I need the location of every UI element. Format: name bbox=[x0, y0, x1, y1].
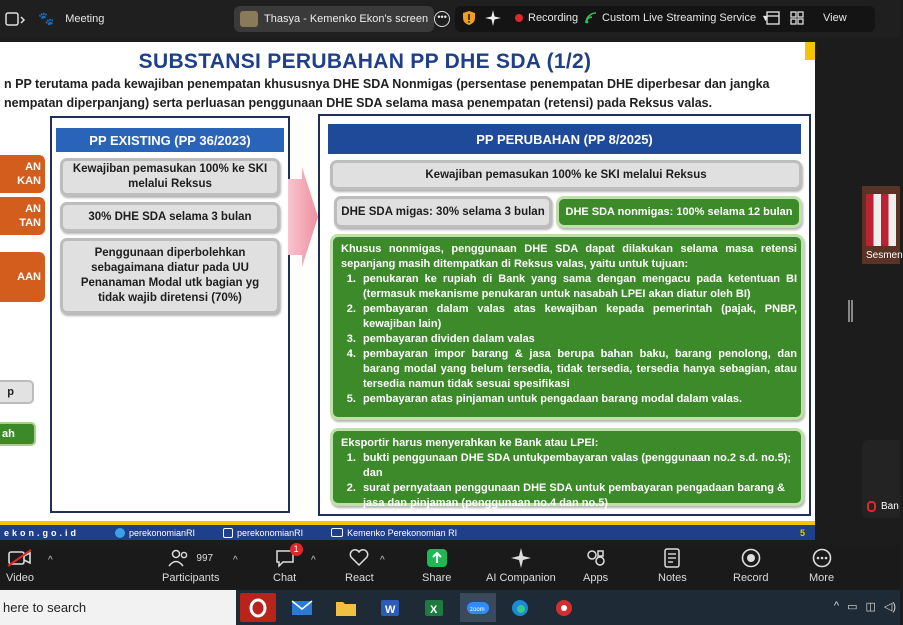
word-icon[interactable] bbox=[372, 593, 408, 622]
left-tab-1-line1: AN bbox=[25, 161, 41, 173]
eksportir-item-2: 2. surat pernyataan penggunaan DHE SDA untuk pembayaran pengadaan barang & jasa dan pinjaman (penggunaan no.4 dan no.5) bbox=[359, 481, 797, 511]
footer-url: ekon.go.id bbox=[4, 527, 79, 538]
left-green-tab bbox=[0, 422, 36, 446]
left-tab-3 bbox=[0, 252, 45, 302]
notes-icon bbox=[663, 548, 681, 568]
migas-box bbox=[334, 196, 552, 228]
shared-screen-title: Thasya - Kemenko Ekon's screen bbox=[264, 13, 429, 25]
mic-muted-icon bbox=[867, 501, 876, 512]
participants-icon bbox=[168, 549, 190, 567]
sparkle-icon[interactable] bbox=[485, 10, 501, 26]
search-placeholder: here to search bbox=[3, 600, 87, 615]
left-tab-1 bbox=[0, 155, 45, 193]
heart-icon bbox=[348, 549, 370, 567]
view-label: View bbox=[823, 12, 847, 24]
usage-intro: Khusus nonmigas, penggunaan DHE SDA dapat dilakukan selama masa retensi sepanjang masih ditempatkan di Reksus valas, yaitu untuk tujuan: bbox=[341, 243, 797, 270]
participant-tile-2[interactable] bbox=[862, 440, 900, 518]
eksportir-list bbox=[341, 451, 797, 511]
existing-header: PP EXISTING (PP 36/2023) bbox=[56, 128, 284, 152]
usage-list bbox=[341, 272, 797, 407]
recording-indicator[interactable] bbox=[515, 12, 578, 24]
file-explorer-icon[interactable] bbox=[328, 593, 364, 622]
footer-instagram-handle: perekonomianRI bbox=[237, 527, 304, 538]
svg-text:X: X bbox=[430, 603, 438, 616]
chat-badge: 1 bbox=[290, 543, 303, 556]
notes-label: Notes bbox=[658, 572, 687, 584]
stream-label: Custom Live Streaming Service bbox=[602, 12, 757, 24]
left-tab-2 bbox=[0, 197, 45, 235]
existing-box-2 bbox=[60, 202, 280, 232]
paw-icon: 🐾 bbox=[38, 11, 55, 26]
left-gray-tab bbox=[0, 380, 34, 404]
slide-accent-bar bbox=[805, 42, 815, 60]
apps-icon bbox=[585, 548, 607, 568]
svg-text:zoom: zoom bbox=[470, 606, 485, 613]
more-label: More bbox=[809, 572, 835, 584]
volume-icon[interactable]: ◁) bbox=[883, 601, 896, 613]
footer-youtube-name: Kemenko Perekonomian RI bbox=[347, 527, 458, 538]
recording-dot-icon bbox=[515, 14, 523, 22]
perubahan-panel bbox=[318, 114, 811, 516]
left-tab-2-line1: AN bbox=[25, 203, 41, 215]
existing-box-2-text: 30% DHE SDA selama 3 bulan bbox=[88, 210, 252, 223]
subtitle-line-2: nempatan diperpanjang) serta perluasan penggunaan DHE SDA selama masa penempatan (retensi) pada Reksus valas. bbox=[4, 96, 713, 110]
share-screen-icon bbox=[426, 548, 448, 568]
participant-2-name: Ban bbox=[881, 501, 899, 512]
perubahan-box-1-text: Kewajiban pemasukan 100% ke SKI melalui Reksus bbox=[425, 168, 707, 181]
youtube-icon bbox=[331, 528, 343, 537]
opera-icon[interactable] bbox=[240, 593, 276, 622]
excel-icon[interactable] bbox=[416, 593, 452, 622]
chevron-down-icon: ▼ bbox=[761, 13, 770, 23]
left-tab-1-line2: KAN bbox=[17, 175, 41, 187]
video-off-icon bbox=[7, 549, 33, 567]
network-icon[interactable]: ◫ bbox=[865, 601, 876, 613]
zoom-app-icon[interactable] bbox=[460, 593, 496, 622]
participants-count: 997 bbox=[196, 552, 214, 564]
windows-taskbar bbox=[0, 590, 900, 625]
ai-sparkle-icon bbox=[510, 548, 532, 568]
more-icon bbox=[812, 548, 832, 568]
migas-box-text: DHE SDA migas: 30% selama 3 bulan bbox=[341, 205, 545, 218]
ai-companion-button[interactable] bbox=[486, 547, 556, 584]
slide-footer bbox=[0, 521, 815, 540]
record-label: Record bbox=[733, 572, 769, 584]
existing-box-1 bbox=[60, 158, 280, 196]
left-gray-tab-label: p bbox=[7, 386, 14, 398]
react-chevron-icon[interactable]: ^ bbox=[380, 555, 385, 566]
participant-tile-1[interactable] bbox=[862, 186, 903, 264]
meeting-label: Meeting bbox=[65, 13, 105, 25]
footer-twitter bbox=[115, 528, 195, 538]
perubahan-header: PP PERUBAHAN (PP 8/2025) bbox=[328, 124, 801, 154]
participants-button[interactable] bbox=[162, 547, 219, 584]
usage-item-1: 1. penukaran ke rupiah di Bank yang sama dengan mengacu pada ketentuan BI (termasuk mekanisme penukaran untuk nasabah LPEI akan diatur oleh BI) bbox=[359, 272, 797, 302]
react-label: React bbox=[345, 572, 374, 584]
left-tab-2-line2: TAN bbox=[19, 217, 41, 229]
sharer-avatar bbox=[240, 11, 258, 27]
usage-item-4: 4. pembayaran impor barang & jasa berupa bahan baku, barang penolong, dan barang modal yang belum tersedia, tidak tersedia, tersedia hanya sebagian, atau tersedia namun tidak sesuai spesifikasi bbox=[359, 347, 797, 392]
notes-button[interactable] bbox=[658, 547, 687, 584]
subtitle-line-1: n PP terutama pada kewajiban penempatan khususnya DHE SDA Nonmigas (persentase penempatan DHE diperbesar dan jangka bbox=[4, 77, 770, 91]
eksportir-box bbox=[330, 428, 804, 509]
instagram-icon bbox=[223, 528, 233, 538]
meeting-toolbar bbox=[0, 545, 900, 589]
shield-icon[interactable] bbox=[463, 11, 475, 25]
participant-video bbox=[866, 194, 896, 246]
twitter-icon bbox=[115, 528, 125, 538]
view-button[interactable] bbox=[823, 12, 847, 24]
tray-chevron-up-icon[interactable]: ^ bbox=[833, 600, 840, 612]
usage-item-3: 3. pembayaran dividen dalam valas bbox=[359, 332, 797, 347]
left-green-tab-label: ah bbox=[2, 428, 15, 440]
existing-box-1-text: Kewajiban pemasukan 100% ke SKI melalui Reksus bbox=[72, 163, 268, 190]
more-options-icon[interactable]: ••• bbox=[434, 11, 450, 27]
participants-label: Participants bbox=[162, 572, 220, 584]
zoom-top-bar bbox=[0, 0, 900, 38]
system-tray bbox=[834, 600, 896, 613]
record-button[interactable] bbox=[733, 547, 768, 584]
existing-panel bbox=[50, 116, 290, 513]
participant-2-caption bbox=[867, 501, 899, 512]
existing-box-3-text: Penggunaan diperbolehkan sebagaimana diatur pada UU Penanaman Modal utk bagian yg tidak wajib diretensi (70%) bbox=[80, 247, 260, 304]
recording-label: Recording bbox=[528, 12, 579, 24]
mail-icon[interactable] bbox=[284, 593, 320, 622]
slide-subtitle bbox=[0, 75, 800, 113]
gallery-grid-icon[interactable] bbox=[790, 11, 804, 25]
perubahan-box-1 bbox=[330, 160, 802, 190]
participant-1-name: Sesmen bbox=[866, 250, 903, 261]
video-label: Video bbox=[6, 572, 34, 584]
usage-item-5: 5. pembayaran atas pinjaman untuk pengadaan barang modal dalam valas. bbox=[359, 392, 797, 407]
svg-text:W: W bbox=[385, 603, 396, 616]
app-icon[interactable] bbox=[546, 593, 582, 622]
battery-icon[interactable]: ▭ bbox=[847, 601, 858, 613]
participants-chevron-icon[interactable]: ^ bbox=[233, 555, 238, 566]
chat-chevron-icon[interactable]: ^ bbox=[311, 555, 316, 566]
page-number: 5 bbox=[799, 527, 805, 538]
slide-title: SUBSTANSI PERUBAHAN PP DHE SDA (1/2) bbox=[138, 50, 592, 73]
share-label: Share bbox=[422, 572, 452, 584]
window-menu-icon[interactable] bbox=[6, 12, 26, 26]
apps-button[interactable] bbox=[583, 547, 608, 584]
chat-button[interactable] bbox=[273, 544, 299, 584]
eksportir-item-1: 1. bukti penggunaan DHE SDA untukpembayaran valas (penggunaan no.2 s.d. no.5); dan bbox=[359, 451, 797, 481]
taskbar-search-input[interactable] bbox=[0, 590, 236, 625]
live-stream-menu[interactable] bbox=[585, 12, 770, 24]
footer-youtube bbox=[331, 528, 457, 538]
signal-icon bbox=[585, 12, 597, 24]
shared-screen-tab[interactable] bbox=[234, 6, 447, 32]
footer-instagram bbox=[223, 528, 303, 538]
record-icon bbox=[741, 548, 761, 568]
panel-resize-handle[interactable] bbox=[848, 300, 853, 322]
arrow-right-icon bbox=[288, 167, 318, 267]
video-chevron-icon[interactable]: ^ bbox=[48, 555, 53, 566]
nonmigas-box bbox=[556, 196, 802, 228]
react-button[interactable] bbox=[345, 547, 374, 584]
ai-companion-label: AI Companion bbox=[486, 572, 556, 584]
chat-label: Chat bbox=[273, 572, 297, 584]
video-button[interactable] bbox=[6, 547, 34, 584]
footer-twitter-handle: perekonomianRI bbox=[129, 527, 196, 538]
usage-item-2: 2. pembayaran dalam valas atas kewajiban kepada pemerintah (pajak, PNBP, kewajiban lain) bbox=[359, 302, 797, 332]
more-button[interactable] bbox=[809, 547, 834, 584]
usage-box bbox=[330, 234, 804, 420]
edge-icon[interactable] bbox=[502, 593, 538, 622]
shared-slide bbox=[0, 42, 815, 540]
meeting-menu[interactable] bbox=[38, 11, 104, 27]
eksportir-intro: Eksportir harus menyerahkan ke Bank atau LPEI: bbox=[341, 437, 599, 449]
nonmigas-box-text: DHE SDA nonmigas: 100% selama 12 bulan bbox=[565, 205, 793, 218]
left-tab-3-line1: AAN bbox=[17, 271, 41, 283]
share-button[interactable] bbox=[422, 547, 451, 584]
existing-box-3 bbox=[60, 238, 280, 314]
minimize-video-icon[interactable] bbox=[766, 11, 780, 25]
apps-label: Apps bbox=[583, 572, 609, 584]
